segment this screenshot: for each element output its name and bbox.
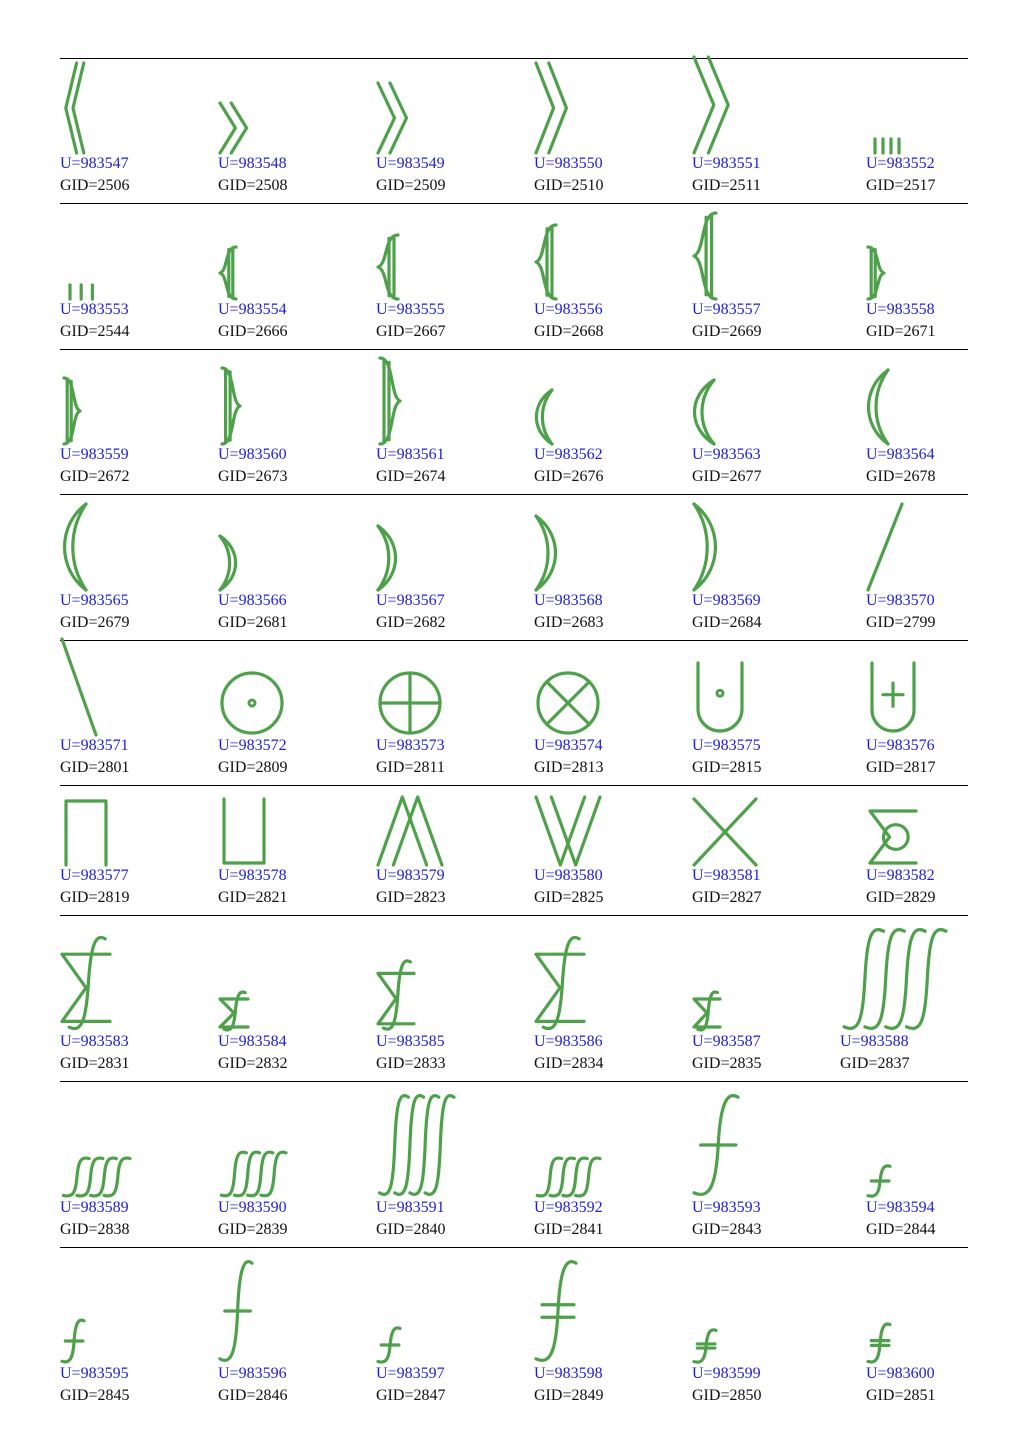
integral-bar-icon	[60, 1317, 86, 1365]
unicode-label: U=983579	[376, 867, 445, 884]
integral-bar-icon	[376, 1325, 402, 1365]
unicode-label: U=983590	[218, 1199, 287, 1216]
gid-label: GID=2843	[692, 1221, 762, 1238]
unicode-label: U=983593	[692, 1199, 761, 1216]
triple-bar-icon	[66, 283, 98, 301]
gid-label: GID=2833	[376, 1055, 446, 1072]
unicode-label: U=983592	[534, 1199, 603, 1216]
gid-label: GID=2508	[218, 177, 288, 194]
integral-bar-icon	[692, 1091, 740, 1199]
unicode-label: U=983584	[218, 1033, 287, 1050]
unicode-label: U=983578	[218, 867, 287, 884]
white-left-brace-icon	[218, 245, 238, 301]
unicode-label: U=983567	[376, 592, 445, 609]
unicode-label: U=983549	[376, 155, 445, 172]
sum-integral-icon	[692, 989, 722, 1033]
sum-integral-icon	[60, 933, 112, 1033]
white-right-brace-icon	[62, 376, 82, 446]
gid-label: GID=2838	[60, 1221, 130, 1238]
gid-label: GID=2682	[376, 614, 446, 631]
unicode-label: U=983588	[840, 1033, 909, 1050]
unicode-label: U=983573	[376, 737, 445, 754]
circled-plus-icon	[376, 669, 444, 737]
unicode-label: U=983562	[534, 446, 603, 463]
white-right-brace-icon	[866, 245, 886, 301]
unicode-label: U=983595	[60, 1365, 129, 1382]
unicode-label: U=983558	[866, 301, 935, 318]
quadruple-integral-icon	[840, 925, 948, 1033]
big-times-icon	[692, 797, 758, 867]
gid-label: GID=2831	[60, 1055, 130, 1072]
coproduct-icon	[218, 797, 270, 867]
gid-label: GID=2845	[60, 1387, 130, 1404]
double-angle-right-icon	[534, 61, 570, 155]
double-angle-right-icon	[218, 101, 250, 155]
unicode-label: U=983565	[60, 592, 129, 609]
unicode-label: U=983557	[692, 301, 761, 318]
gid-label: GID=2815	[692, 759, 762, 776]
table-rule	[60, 494, 968, 495]
table-rule	[60, 349, 968, 350]
union-dot-icon	[692, 661, 748, 737]
unicode-label: U=983575	[692, 737, 761, 754]
gid-label: GID=2819	[60, 889, 130, 906]
gid-label: GID=2677	[692, 468, 762, 485]
unicode-label: U=983552	[866, 155, 935, 172]
unicode-label: U=983569	[692, 592, 761, 609]
gid-label: GID=2809	[218, 759, 288, 776]
gid-label: GID=2841	[534, 1221, 604, 1238]
circled-dot-icon	[218, 669, 286, 737]
gid-label: GID=2506	[60, 177, 130, 194]
white-left-brace-icon	[534, 223, 558, 301]
quadruple-integral-icon	[534, 1155, 602, 1199]
unicode-label: U=983566	[218, 592, 287, 609]
integral-double-bar-icon	[866, 1321, 892, 1365]
unicode-label: U=983553	[60, 301, 129, 318]
table-rule	[60, 1247, 968, 1248]
unicode-label: U=983556	[534, 301, 603, 318]
white-left-paren-icon	[866, 368, 890, 446]
gid-label: GID=2851	[866, 1387, 936, 1404]
unicode-label: U=983568	[534, 592, 603, 609]
unicode-label: U=983555	[376, 301, 445, 318]
unicode-label: U=983559	[60, 446, 129, 463]
unicode-label: U=983561	[376, 446, 445, 463]
gid-label: GID=2829	[866, 889, 936, 906]
unicode-label: U=983577	[60, 867, 129, 884]
white-right-paren-icon	[376, 524, 398, 592]
unicode-label: U=983576	[866, 737, 935, 754]
unicode-label: U=983591	[376, 1199, 445, 1216]
unicode-label: U=983585	[376, 1033, 445, 1050]
sum-integral-icon	[376, 957, 416, 1033]
unicode-label: U=983547	[60, 155, 129, 172]
gid-label: GID=2671	[866, 323, 936, 340]
unicode-label: U=983583	[60, 1033, 129, 1050]
integral-double-bar-icon	[692, 1327, 718, 1365]
unicode-label: U=983560	[218, 446, 287, 463]
gid-label: GID=2544	[60, 323, 130, 340]
table-rule	[60, 640, 968, 641]
double-angle-right-icon	[376, 81, 410, 155]
sum-integral-icon	[218, 989, 250, 1033]
gid-label: GID=2849	[534, 1387, 604, 1404]
gid-label: GID=2666	[218, 323, 288, 340]
white-right-paren-icon	[534, 514, 558, 592]
unicode-label: U=983598	[534, 1365, 603, 1382]
unicode-label: U=983581	[692, 867, 761, 884]
white-right-paren-icon	[218, 534, 238, 592]
gid-label: GID=2839	[218, 1221, 288, 1238]
gid-label: GID=2683	[534, 614, 604, 631]
gid-label: GID=2678	[866, 468, 936, 485]
gid-label: GID=2673	[218, 468, 288, 485]
quadruple-integral-icon	[60, 1155, 132, 1199]
gid-label: GID=2813	[534, 759, 604, 776]
unicode-label: U=983580	[534, 867, 603, 884]
double-vee-icon	[534, 795, 602, 867]
union-plus-icon	[866, 661, 920, 737]
sigma-circle-icon	[866, 807, 918, 867]
gid-label: GID=2835	[692, 1055, 762, 1072]
gid-label: GID=2679	[60, 614, 130, 631]
quadruple-bar-icon	[872, 137, 904, 155]
gid-label: GID=2510	[534, 177, 604, 194]
gid-label: GID=2801	[60, 759, 130, 776]
gid-label: GID=2825	[534, 889, 604, 906]
unicode-label: U=983572	[218, 737, 287, 754]
double-angle-right-icon	[692, 55, 732, 155]
gid-label: GID=2832	[218, 1055, 288, 1072]
gid-label: GID=2811	[376, 759, 445, 776]
backslash-icon	[60, 637, 98, 737]
table-rule	[60, 915, 968, 916]
table-rule	[60, 1081, 968, 1082]
gid-label: GID=2676	[534, 468, 604, 485]
white-left-brace-icon	[376, 233, 400, 301]
gid-label: GID=2817	[866, 759, 936, 776]
unicode-label: U=983550	[534, 155, 603, 172]
gid-label: GID=2667	[376, 323, 446, 340]
gid-label: GID=2672	[60, 468, 130, 485]
unicode-label: U=983570	[866, 592, 935, 609]
white-left-paren-icon	[62, 502, 88, 592]
white-right-paren-icon	[692, 502, 718, 592]
angle-brackets-right-icon	[62, 61, 102, 155]
gid-label: GID=2799	[866, 614, 936, 631]
gid-label: GID=2850	[692, 1387, 762, 1404]
table-rule	[60, 203, 968, 204]
quadruple-integral-icon	[218, 1149, 288, 1199]
gid-label: GID=2821	[218, 889, 288, 906]
unicode-label: U=983564	[866, 446, 935, 463]
unicode-label: U=983594	[866, 1199, 935, 1216]
unicode-label: U=983597	[376, 1365, 445, 1382]
quadruple-integral-icon	[376, 1091, 456, 1199]
unicode-label: U=983582	[866, 867, 935, 884]
gid-label: GID=2834	[534, 1055, 604, 1072]
integral-double-bar-icon	[534, 1257, 578, 1365]
gid-label: GID=2511	[692, 177, 761, 194]
unicode-label: U=983586	[534, 1033, 603, 1050]
gid-label: GID=2509	[376, 177, 446, 194]
unicode-label: U=983587	[692, 1033, 761, 1050]
sum-integral-icon	[534, 933, 586, 1033]
white-right-brace-icon	[378, 356, 402, 446]
table-rule	[60, 58, 968, 59]
unicode-label: U=983574	[534, 737, 603, 754]
gid-label: GID=2844	[866, 1221, 936, 1238]
unicode-label: U=983596	[218, 1365, 287, 1382]
unicode-label: U=983600	[866, 1365, 935, 1382]
integral-bar-icon	[218, 1257, 254, 1365]
unicode-label: U=983589	[60, 1199, 129, 1216]
gid-label: GID=2684	[692, 614, 762, 631]
unicode-label: U=983571	[60, 737, 129, 754]
unicode-label: U=983554	[218, 301, 287, 318]
product-icon	[60, 797, 112, 867]
circled-times-icon	[534, 669, 602, 737]
gid-label: GID=2517	[866, 177, 936, 194]
integral-bar-icon	[866, 1163, 892, 1199]
white-left-paren-icon	[692, 378, 716, 446]
table-rule	[60, 785, 968, 786]
gid-label: GID=2837	[840, 1055, 910, 1072]
unicode-label: U=983551	[692, 155, 761, 172]
white-left-paren-icon	[534, 388, 554, 446]
gid-label: GID=2669	[692, 323, 762, 340]
unicode-label: U=983563	[692, 446, 761, 463]
gid-label: GID=2847	[376, 1387, 446, 1404]
double-wedge-icon	[376, 795, 444, 867]
gid-label: GID=2823	[376, 889, 446, 906]
gid-label: GID=2668	[534, 323, 604, 340]
unicode-label: U=983548	[218, 155, 287, 172]
gid-label: GID=2840	[376, 1221, 446, 1238]
white-left-brace-icon	[692, 211, 718, 301]
gid-label: GID=2674	[376, 468, 446, 485]
gid-label: GID=2846	[218, 1387, 288, 1404]
unicode-label: U=983599	[692, 1365, 761, 1382]
slash-icon	[866, 502, 904, 592]
gid-label: GID=2681	[218, 614, 288, 631]
gid-label: GID=2827	[692, 889, 762, 906]
white-right-brace-icon	[220, 366, 242, 446]
